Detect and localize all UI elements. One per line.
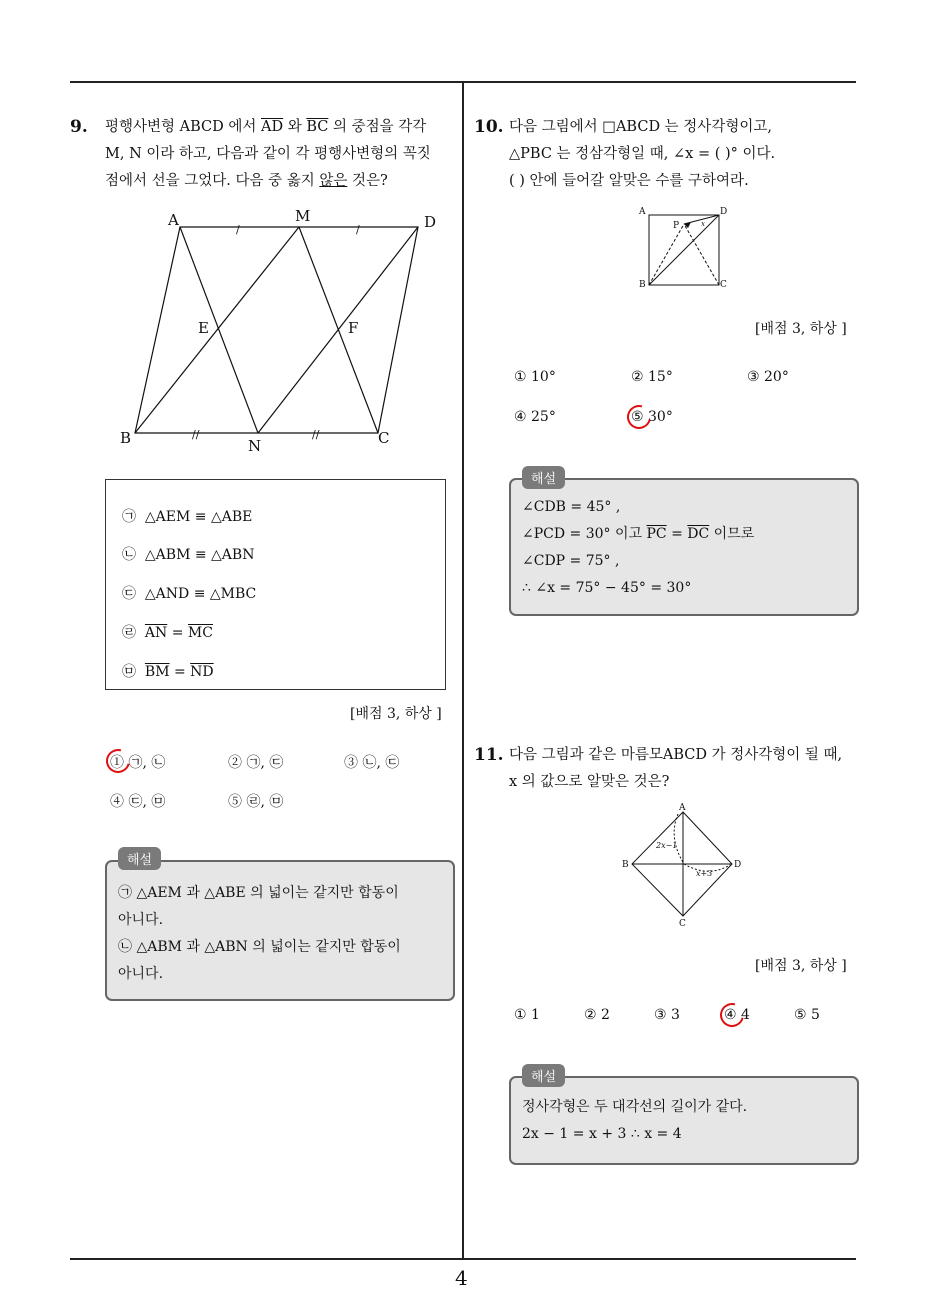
q11-solution-tag: 해설: [522, 1064, 565, 1087]
q9-choice-1[interactable]: ① ㉠, ㉡: [110, 755, 166, 771]
page-number: 4: [455, 1266, 468, 1290]
q10-solution-line2: ∠PCD = 30° 이고 $\overline{PC} = \overline{DC}$ 이므로: [522, 526, 755, 542]
q10-choice-5[interactable]: ⑤ 30°: [631, 409, 673, 425]
q10-label-p: P: [673, 221, 680, 231]
q9-solution-text: [118, 880, 448, 988]
q10-solution-text: [522, 494, 852, 602]
q11-choice-4[interactable]: ④ 4: [724, 1007, 750, 1023]
q11-label-right-expr: x+3: [696, 869, 713, 878]
q11-score: [배점 3, 하상 ]: [755, 958, 847, 974]
q9-label-f: F: [348, 319, 359, 337]
q9-solution-line1: ㉠ △AEM 과 △ABE 의 넓이는 같지만 합동이: [118, 885, 399, 901]
q11-choice-2[interactable]: ② 2: [584, 1007, 610, 1023]
column-divider: [462, 81, 464, 1259]
q9-line2: M, N 이라 하고, 다음과 같이 각 평행사변형의 꼭짓: [105, 146, 431, 162]
q9-solution-line2: 아니다.: [118, 912, 164, 928]
q10-answer-mark: [623, 401, 656, 434]
q9-solution-line4: 아니다.: [118, 966, 164, 982]
q11-number: 11.: [474, 745, 504, 765]
q9-line1: 평행사변형 ABCD 에서 $\overline{AD}$ 와 $\overline{BC}$ 의 중점을 각각: [105, 119, 427, 135]
q10-solution-box: [509, 478, 859, 616]
q9-condition-2: ㉡ △ABM ≡ △ABN: [122, 547, 255, 563]
q10-label-a: A: [639, 207, 646, 217]
q9-tick-nc: //: [312, 428, 320, 441]
q10-score: [배점 3, 하상 ]: [755, 321, 847, 337]
q9-tick-md: /: [356, 223, 360, 236]
q9-solution-box: [105, 860, 455, 1001]
q10-line3: ( ) 안에 들어갈 알맞은 수를 구하여라.: [509, 173, 749, 189]
q11-label-d: D: [734, 860, 742, 870]
q9-tick-bn: //: [192, 428, 200, 441]
q10-text: [509, 114, 854, 195]
q10-solution-line3: ∠CDP = 75° ,: [522, 553, 620, 569]
q11-line1: 다음 그림과 같은 마름모ABCD 가 정사각형이 될 때,: [509, 747, 843, 763]
q9-number: 9.: [70, 117, 88, 137]
q9-choice-4[interactable]: ④ ㉢, ㉤: [110, 794, 166, 810]
q10-solution-line1: ∠CDB = 45° ,: [522, 499, 621, 515]
q9-condition-5: ㉤ $\overline{BM} = \overline{ND}$: [122, 664, 214, 680]
q11-solution-line2: 2x − 1 = x + 3 ∴ x = 4: [522, 1126, 682, 1142]
q9-solution-tag: 해설: [118, 847, 161, 870]
q9-label-b: B: [120, 429, 132, 447]
q11-line2: x 의 값으로 알맞은 것은?: [509, 774, 670, 790]
q11-answer-mark: [716, 999, 749, 1032]
q11-choice-1[interactable]: ① 1: [514, 1007, 540, 1023]
q10-line2: △PBC 는 정삼각형일 때, ∠x = ( )° 이다.: [509, 146, 776, 162]
q11-label-a: A: [679, 803, 686, 813]
q9-condition-1: ㉠ △AEM ≡ △ABE: [122, 509, 253, 525]
q10-number: 10.: [474, 117, 504, 137]
q9-choice-3[interactable]: ③ ㉡, ㉢: [344, 755, 400, 771]
q9-answer-mark: [102, 745, 135, 778]
q11-choice-3[interactable]: ③ 3: [654, 1007, 680, 1023]
q11-label-left-expr: 2x−1: [656, 841, 678, 850]
q9-condition-3: ㉢ △AND ≡ △MBC: [122, 586, 257, 602]
q9-choice-5[interactable]: ⑤ ㉣, ㉤: [228, 794, 284, 810]
q10-choice-4[interactable]: ④ 25°: [514, 409, 556, 425]
q11-solution-line1: 정사각형은 두 대각선의 길이가 같다.: [522, 1099, 748, 1115]
q9-choice-2[interactable]: ② ㉠, ㉢: [228, 755, 284, 771]
q10-solution-line4: ∴ ∠x = 75° − 45° = 30°: [522, 580, 692, 596]
q11-label-c: C: [679, 919, 686, 929]
q11-choice-5[interactable]: ⑤ 5: [794, 1007, 820, 1023]
q10-line1: 다음 그림에서 □ABCD 는 정사각형이고,: [509, 119, 772, 135]
q10-choice-2[interactable]: ② 15°: [631, 369, 673, 385]
q9-solution-line3: ㉡ △ABM 과 △ABN 의 넓이는 같지만 합동이: [118, 939, 401, 955]
q10-label-b: B: [639, 280, 646, 290]
q9-tick-am: /: [236, 223, 240, 236]
q9-conditions-box: [105, 479, 446, 690]
q9-label-d: D: [424, 213, 437, 231]
q9-label-m: M: [295, 207, 311, 225]
q9-condition-4: ㉣ $\overline{AN} = \overline{MC}$: [122, 625, 213, 641]
q10-choice-1[interactable]: ① 10°: [514, 369, 556, 385]
bottom-rule: [70, 1258, 856, 1260]
q9-line3: 점에서 선을 그었다. 다음 중 옳지 않은 것은?: [105, 173, 388, 189]
q9-text: [105, 114, 455, 195]
q11-rhombus-figure: [618, 800, 748, 930]
q10-label-x: x: [701, 220, 705, 228]
q11-solution-text: [522, 1094, 852, 1148]
q9-parallelogram-figure: [110, 205, 450, 460]
q9-score: [배점 3, 하상 ]: [350, 706, 442, 722]
q10-choice-3[interactable]: ③ 20°: [747, 369, 789, 385]
q9-label-n: N: [248, 437, 262, 455]
q11-text: [509, 742, 859, 796]
q11-label-b: B: [622, 860, 629, 870]
q10-label-d: D: [720, 207, 728, 217]
q10-label-c: C: [720, 280, 727, 290]
q9-label-e: E: [198, 319, 209, 337]
q9-label-c: C: [378, 429, 390, 447]
q11-solution-box: [509, 1076, 859, 1165]
q10-square-figure: [635, 203, 735, 291]
q9-label-a: A: [168, 211, 179, 229]
q10-solution-tag: 해설: [522, 466, 565, 489]
